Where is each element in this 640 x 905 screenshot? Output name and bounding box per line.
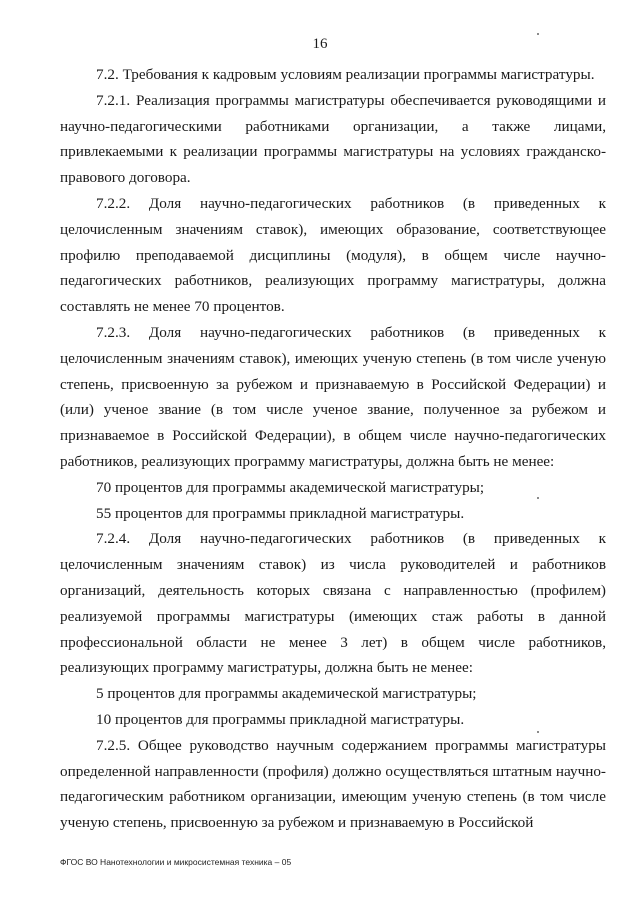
scan-speck — [537, 497, 539, 499]
paragraph-7-2-5: 7.2.5. Общее руководство научным содержанием программы магистратуры определенной направленности (профиля) должно осуществляться штатным научно-педагогическим работником организации, имеющим ученую степень (в том числе ученую степень, присвоенную за рубежом и признаваемую в Российской — [60, 736, 606, 832]
page-footer: ФГОС ВО Нанотехнологии и микросистемная техника – 05 — [60, 857, 292, 867]
paragraph-7-2-2: 7.2.2. Доля научно-педагогических работников (в приведенных к целочисленным значениям ставок), имеющих образование, соответствующее профилю преподаваемой дисциплины (модуля), в общем числе научно-педагогических работников, реализующих программу магистратуры, должна составлять не менее 70 процентов. — [60, 194, 606, 316]
scan-speck — [537, 33, 539, 35]
section-heading: 7.2. Требования к кадровым условиям реализации программы магистратуры. — [96, 66, 595, 83]
list-item-applied: 55 процентов для программы прикладной магистратуры. — [96, 504, 465, 522]
paragraph-7-2-4: 7.2.4. Доля научно-педагогических работников (в приведенных к целочисленным значениям ставок) из числа руководителей и работников организаций, деятельность которых связана с направленностью (профилем) реализуемой программы магистратуры (имеющих стаж работы в данной профессиональной области не менее 3 лет) в общем числе работников, реализующих программу магистратуры, должна быть не менее: — [60, 530, 606, 677]
scan-speck — [537, 731, 539, 733]
list-item-academic: 5 процентов для программы академической магистратуры; — [96, 685, 477, 703]
list-item-applied: 10 процентов для программы прикладной магистратуры. — [96, 710, 465, 728]
page-number: 16 — [312, 36, 328, 52]
list-item-academic: 70 процентов для программы академической магистратуры; — [96, 478, 485, 496]
paragraph-7-2-1: 7.2.1. Реализация программы магистратуры обеспечивается руководящими и научно-педагогическими работниками организации, а также лицами, привлекаемыми к реализации программы магистратуры на условиях гражданско-правового договора. — [60, 91, 606, 187]
document-body — [60, 62, 606, 836]
paragraph-7-2-3: 7.2.3. Доля научно-педагогических работников (в приведенных к целочисленным значениям ставок), имеющих ученую степень (в том числе ученую степень, присвоенную за рубежом и признаваемую в Российской Федерации) и (или) ученое звание (в том числе ученое звание, полученное за рубежом и признаваемое в Российской Федерации), в общем числе научно-педагогических работников, реализующих программу магистратуры, должна быть не менее: — [60, 323, 606, 470]
